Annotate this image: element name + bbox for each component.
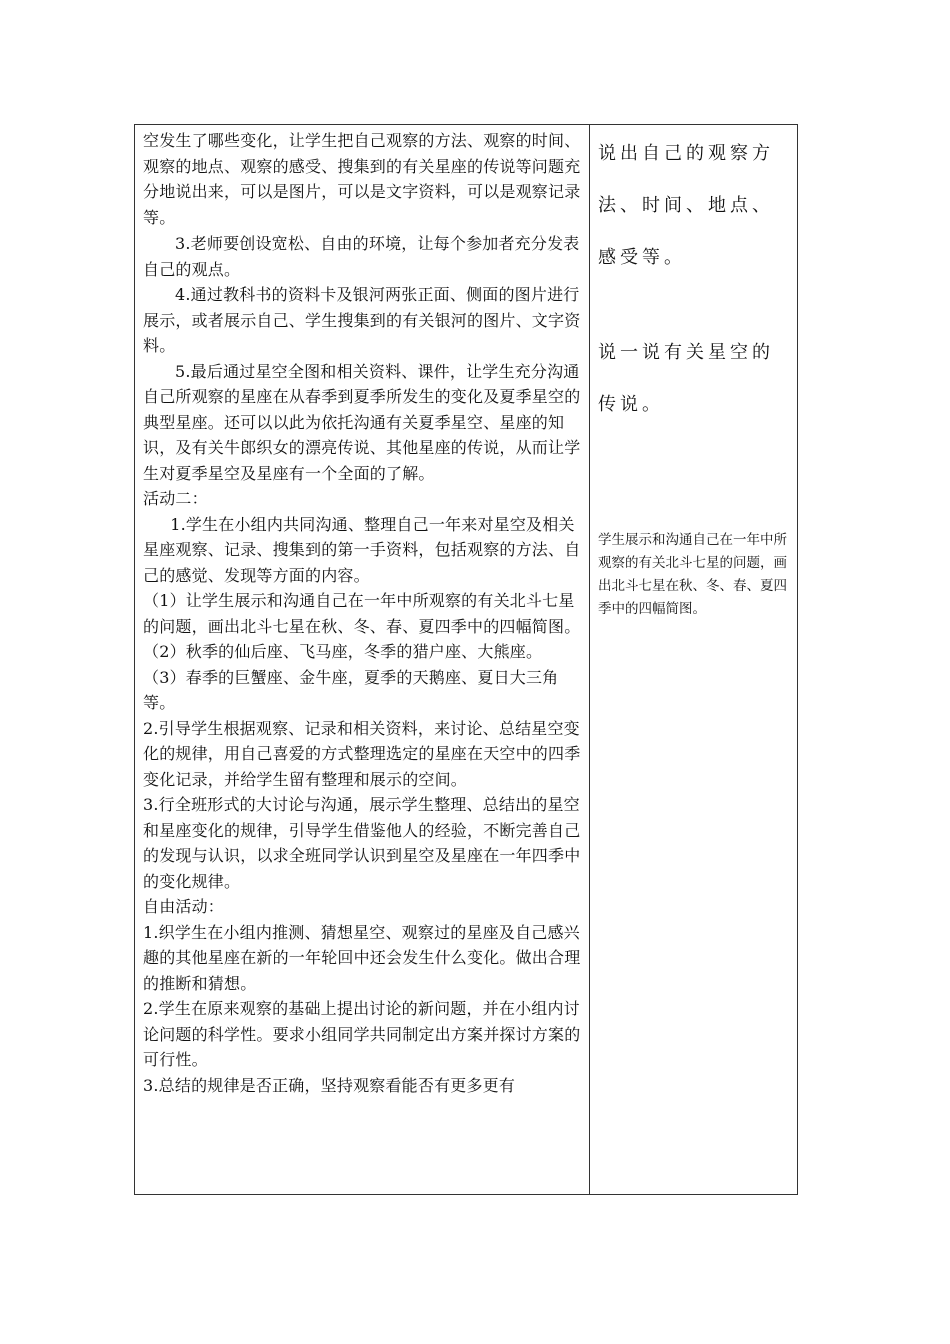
- paragraph-8: （2）秋季的仙后座、飞马座，冬季的猎户座、大熊座。: [143, 642, 543, 661]
- paragraph-14: 2.学生在原来观察的基础上提出讨论的新问题，并在小组内讨论问题的科学性。要求小组同学共同制定出方案并探讨方案的可行性。: [143, 999, 581, 1069]
- paragraph-15: 3.总结的规律是否正确，坚持观察看能否有更多更有: [143, 1075, 516, 1095]
- paragraph-2: 3.老师要创设宽松、自由的环境，让每个参加者充分发表自己的观点。: [143, 234, 580, 279]
- activity-column: [143, 128, 583, 1098]
- paragraph-3: 4.通过教科书的资料卡及银河两张正面、侧面的图片进行展示，或者展示自己、学生搜集到的有关银河的图片、文字资料。: [143, 285, 581, 355]
- note-legend: 说一说有关星空的传说。: [598, 342, 774, 415]
- paragraph-9: （3）春季的巨蟹座、金牛座，夏季的天鹅座、夏日大三角等。: [143, 667, 559, 712]
- paragraph-4: 5.最后通过星空全图和相关资料、课件，让学生充分沟通自己所观察的星座在从春季到夏季所发生的变化及夏季星空的典型星座。还可以以此为依托沟通有关夏季星空、星座的知识，及有关牛郎织女的漂亮传说、其他星座的传说，从而让学生对夏季星空及星座有一个全面的了解。: [143, 361, 581, 483]
- note-observation: 说出自己的观察方法、时间、地点、感受等。: [598, 143, 774, 268]
- paragraph-6: 1.学生在小组内共同沟通、整理自己一年来对星空及相关星座观察、记录、搜集到的第一手资料，包括观察的方法、自己的感觉、发现等方面的内容。: [143, 514, 581, 585]
- lesson-table: [134, 124, 798, 1195]
- paragraph-13: 1.织学生在小组内推测、猜想星空、观察过的星座及自己感兴趣的其他星座在新的一年轮回中还会发生什么变化。做出合理的推断和猜想。: [143, 922, 581, 993]
- column-divider: [589, 125, 590, 1194]
- paragraph-12: 自由活动：: [143, 897, 225, 916]
- paragraph-5: 活动二：: [143, 489, 208, 508]
- paragraph-10: 2.引导学生根据观察、记录和相关资料，来讨论、总结星空变化的规律，用自己喜爱的方式整理选定的星座在天空中的四季变化记录，并给学生留有整理和展示的空间。: [143, 718, 581, 789]
- paragraph-1: 空发生了哪些变化，让学生把自己观察的方法、观察的时间、观察的地点、观察的感受、搜集到的有关星座的传说等问题充分地说出来，可以是图片，可以是文字资料，可以是观察记录等。: [143, 131, 581, 227]
- note-big-dipper: 学生展示和沟通自己在一年中所观察的有关北斗七星的问题，画出北斗七星在秋、冬、春、夏四季中的四幅简图。: [598, 532, 787, 617]
- paragraph-11: 3.行全班形式的大讨论与沟通，展示学生整理、总结出的星空和星座变化的规律，引导学生借鉴他人的经验，不断完善自己的发现与认识，以求全班同学认识到星空及星座在一年四季中的变化规律。: [143, 795, 581, 891]
- paragraph-7: （1）让学生展示和沟通自己在一年中所观察的有关北斗七星的问题，画出北斗七星在秋、冬、春、夏四季中的四幅简图。: [143, 591, 581, 636]
